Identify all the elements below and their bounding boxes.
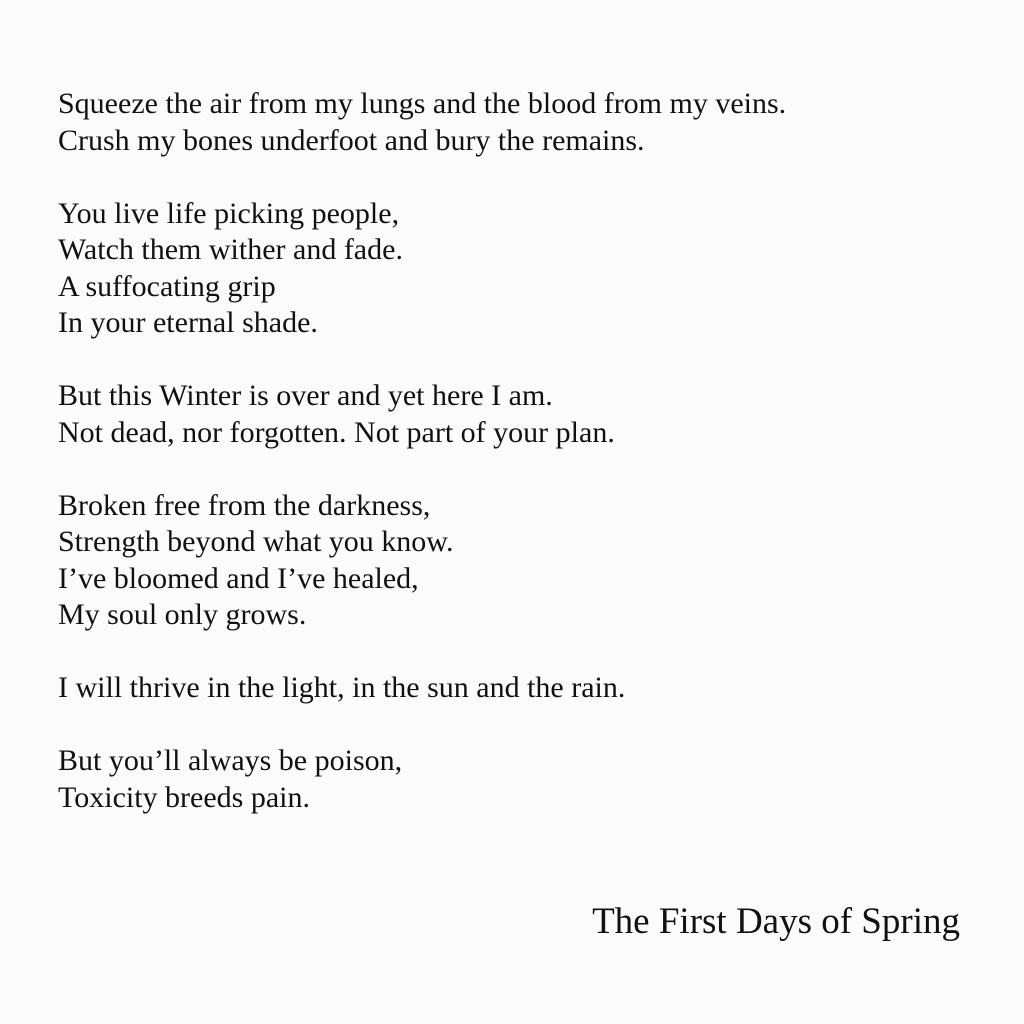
poem-stanza-2 [58, 196, 998, 342]
poem-stanza-5 [58, 670, 998, 707]
poem-line: A suffocating grip [58, 269, 276, 303]
poem-line: In your eternal shade. [58, 306, 318, 339]
poem-stanza-4 [58, 488, 998, 634]
poem-line: But you’ll always be poison, [58, 744, 403, 777]
poem-line: I’ve bloomed and I’ve healed, [58, 561, 419, 595]
poem-line: My soul only grows. [58, 598, 307, 631]
poem-stanza-3 [58, 378, 998, 451]
poem-title: The First Days of Spring [592, 901, 960, 942]
poem-line: You live life picking people, [58, 196, 400, 230]
poem-stanza-1 [58, 86, 998, 159]
poem-line: Squeeze the air from my lungs and the blood from my veins. [58, 87, 787, 120]
poem-line: Strength beyond what you know. [58, 525, 454, 558]
poem-line: But this Winter is over and yet here I am. [58, 379, 553, 412]
poem-line: Watch them wither and fade. [58, 233, 403, 266]
poem-line: Toxicity breeds pain. [58, 780, 310, 814]
poem-line: I will thrive in the light, in the sun and the rain. [58, 671, 626, 704]
poem-line: Crush my bones underfoot and bury the remains. [58, 123, 645, 157]
poem-line: Broken free from the darkness, [58, 488, 431, 522]
poem-line: Not dead, nor forgotten. Not part of your plan. [58, 415, 615, 449]
poem-body [58, 86, 998, 853]
poem-stanza-6 [58, 743, 998, 816]
